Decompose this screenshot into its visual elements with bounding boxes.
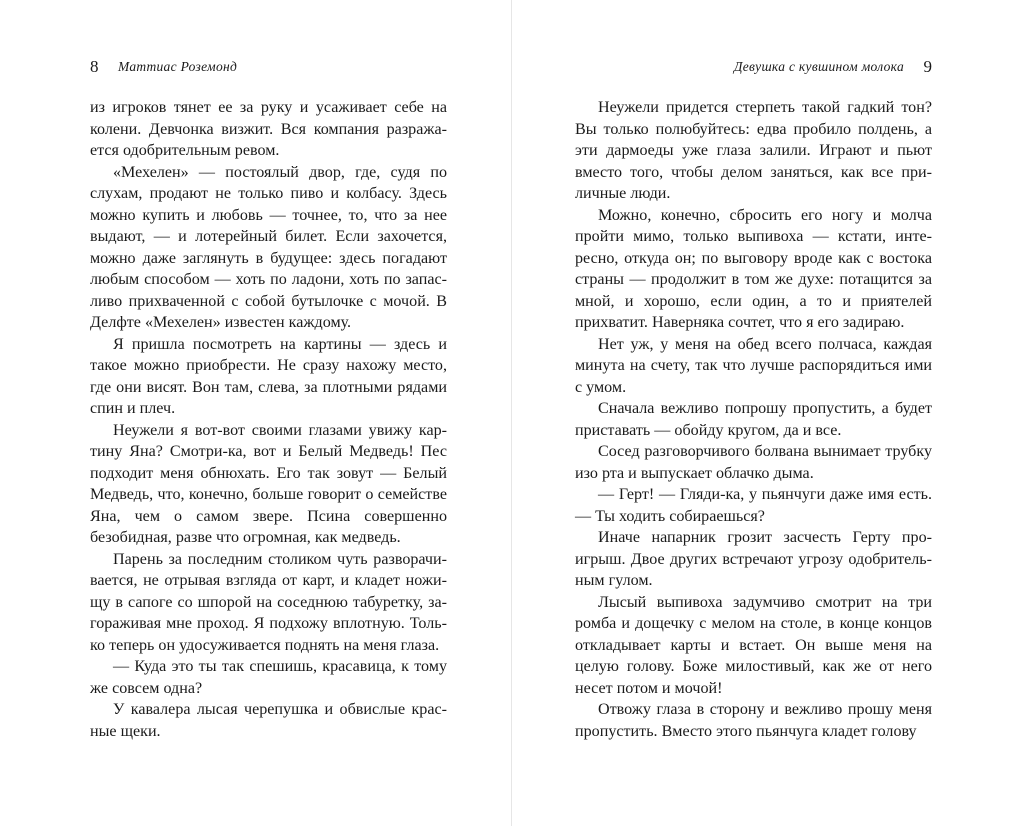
paragraph: — Куда это ты так спешишь, красавица, к тому же совсем одна? [90, 658, 447, 697]
left-page-body [90, 97, 447, 742]
paragraph: — Герт! — Гляди-ка, у пьянчуги даже имя есть. — Ты ходить собираешься? [575, 486, 932, 525]
right-page-header [575, 56, 932, 78]
paragraph: Я пришла посмотреть на картины — здесь и такое можно приобрести. Не сразу нахожу место, где они висят. Вон там, слева, за плотными рядами спин и плеч. [90, 335, 447, 417]
book-gutter [511, 0, 512, 826]
right-running-head: Девушка с кувшином молока [733, 59, 904, 74]
right-page-number: 9 [923, 57, 932, 76]
left-page-header [90, 56, 447, 78]
paragraph: из игроков тянет ее за руку и усаживает себе на колени. Девчонка визжит. Вся компания разражается одобрительным ревом. [90, 99, 447, 159]
paragraph: Парень за последним столиком чуть разворачивается, не отрывая взгляда от карт, и кладет ножищу в сапоге со шпорой на соседнюю табуретку, загораживая мне проход. Я подхожу вплотную. Только теперь он удосуживается поднять на меня глаза. [90, 550, 447, 654]
paragraph: Отвожу глаза в сторону и вежливо прошу меня пропустить. Вместо этого пьянчуга кладет голову [575, 701, 932, 740]
paragraph: Неужели я вот-вот своими глазами увижу картину Яна? Смотри-ка, вот и Белый Медведь! Пес подходит меня обнюхать. Его так зовут — Белый Медведь, что, конечно, больше говорит о семействе Яна, чем о самом звере. Псина совершенно безобидная, разве что огромная, как медведь. [90, 421, 447, 546]
paragraph: Можно, конечно, сбросить его ногу и молча пройти мимо, только выпивоха — кстати, интересно, откуда он; по выговору вроде как с востока страны — продолжит в том же духе: потащится за мной, и хорошо, если один, а то и приятелей прихватит. Наверняка сочтет, что я его задираю. [575, 206, 932, 331]
right-page [575, 0, 932, 826]
paragraph: «Мехелен» — постоялый двор, где, судя по слухам, продают не только пиво и колбасу. Здесь можно купить и любовь — точнее, то, что за нее выдают, — и лотерейный билет. Если захочется, можно даже заглянуть в будущее: здесь погадают любым способом — хоть по ладони, хоть по запасливо прихваченной с собой бутылочке с мочой. В Делфте «Мехелен» известен каждому. [90, 163, 447, 331]
left-page-number: 8 [90, 57, 99, 76]
paragraph: Неужели придется стерпеть такой гадкий тон? Вы только полюбуйтесь: едва пробило полдень, а эти дармоеды уже глаза залили. Играют и пьют вместо того, чтобы делом заняться, как все приличные люди. [575, 99, 932, 202]
paragraph: Сначала вежливо попрошу пропустить, а будет приставать — обойду кругом, да и все. [575, 400, 932, 439]
paragraph: Иначе напарник грозит засчесть Герту проигрыш. Двое других встречают угрозу одобрительным гулом. [575, 529, 932, 589]
left-running-head: Маттиас Роземонд [118, 59, 238, 74]
left-page [90, 0, 447, 826]
paragraph: Сосед разговорчивого болвана вынимает трубку изо рта и выпускает облачко дыма. [575, 443, 932, 482]
right-page-body [575, 97, 932, 742]
paragraph: Лысый выпивоха задумчиво смотрит на три ромба и дощечку с мелом на столе, в конце концов откладывает карты и встает. Он выше меня на целую голову. Боже милостивый, как же от него несет потом и мочой! [575, 593, 932, 697]
paragraph: У кавалера лысая черепушка и обвислые красные щеки. [90, 701, 447, 740]
paragraph: Нет уж, у меня на обед всего полчаса, каждая минута на счету, так что лучше распорядиться ими с умом. [575, 335, 932, 396]
